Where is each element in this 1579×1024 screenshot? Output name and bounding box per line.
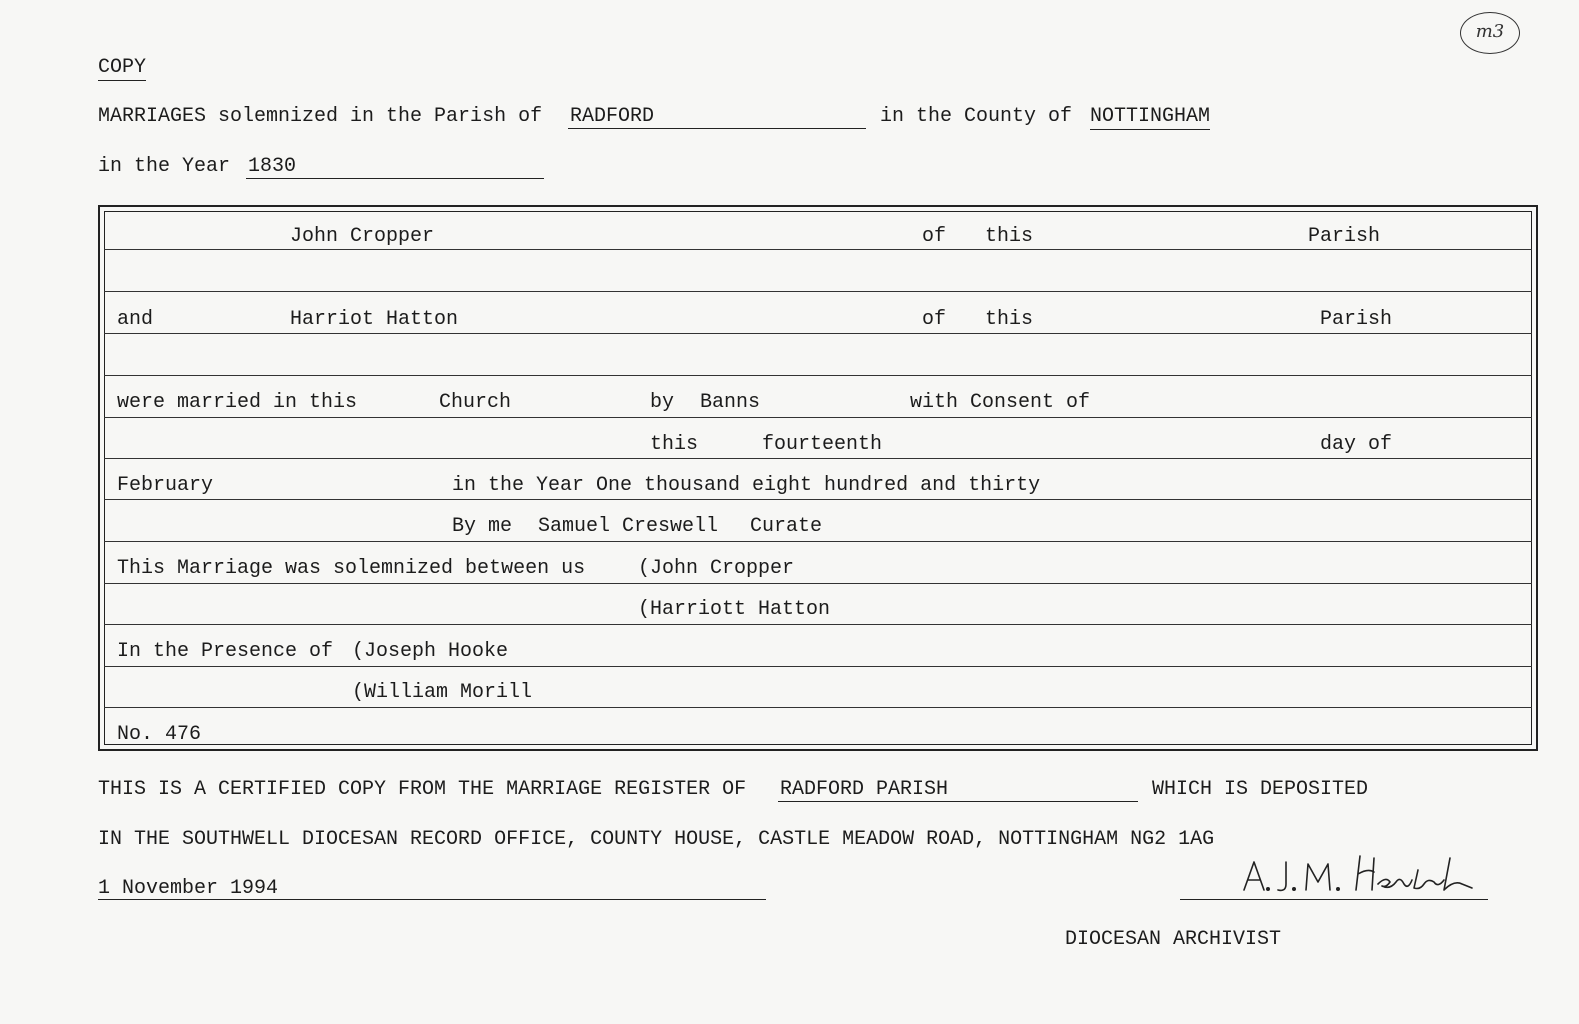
party-groom-signature: (John Cropper [638, 557, 795, 580]
year-in-words: in the Year One thousand eight hundred and thirty [452, 474, 1041, 497]
register-parish-underline [778, 801, 1138, 802]
row-divider [104, 417, 1532, 418]
solemnized-label: This Marriage was solemnized between us [117, 557, 586, 580]
year-value: 1830 [248, 155, 297, 178]
this-label: this [650, 433, 699, 456]
place-value: Church [439, 391, 512, 414]
month-value: February [117, 474, 214, 497]
parish-line-prefix: MARRIAGES solemnized in the Parish of [98, 105, 543, 128]
county-label: in the County of [880, 105, 1073, 128]
register-parish-value: RADFORD PARISH [780, 778, 949, 801]
copy-label: COPY [98, 56, 147, 79]
certificate-line-suffix: WHICH IS DEPOSITED [1152, 778, 1369, 801]
row-divider [104, 666, 1532, 667]
bride-name: Harriot Hatton [290, 308, 459, 331]
and-label: and [117, 308, 154, 331]
row-divider [104, 333, 1532, 334]
row-divider [104, 291, 1532, 292]
married-in-label: were married in this [117, 391, 358, 414]
bride-parish-label: Parish [1320, 308, 1393, 331]
row-divider [104, 249, 1532, 250]
consent-label: with Consent of [910, 391, 1091, 414]
row-divider [104, 375, 1532, 376]
certificate-line-prefix: THIS IS A CERTIFIED COPY FROM THE MARRIAGE REGISTER OF [98, 778, 747, 801]
bride-of-label: of [922, 308, 947, 331]
date-underline [98, 899, 766, 900]
bride-this-label: this [985, 308, 1034, 331]
witness-2: (William Morill [352, 681, 533, 704]
row-divider [104, 583, 1532, 584]
signatory-title: DIOCESAN ARCHIVIST [1065, 928, 1282, 951]
entry-number: No. 476 [117, 723, 202, 746]
parish-value: RADFORD [570, 105, 655, 128]
groom-parish-label: Parish [1308, 225, 1381, 248]
officiant-name: Samuel Creswell [538, 515, 719, 538]
by-me-label: By me [452, 515, 513, 538]
day-value: fourteenth [762, 433, 883, 456]
groom-name: John Cropper [290, 225, 435, 248]
county-value: NOTTINGHAM [1090, 105, 1211, 128]
by-label: by [650, 391, 675, 414]
signature-line [1180, 899, 1488, 900]
archivist-signature [1240, 850, 1480, 900]
corner-note: m3 [1460, 12, 1520, 54]
parish-underline [568, 128, 866, 129]
row-divider [104, 499, 1532, 500]
presence-label: In the Presence of [117, 640, 334, 663]
officiant-title: Curate [750, 515, 823, 538]
party-bride-signature: (Harriott Hatton [638, 598, 831, 621]
method-value: Banns [700, 391, 761, 414]
day-of-label: day of [1320, 433, 1393, 456]
row-divider [104, 458, 1532, 459]
witness-1: (Joseph Hooke [352, 640, 509, 663]
record-office-address: IN THE SOUTHWELL DIOCESAN RECORD OFFICE, COUNTY HOUSE, CASTLE MEADOW ROAD, NOTTINGHAM NG2 1AG [98, 828, 1215, 851]
row-divider [104, 707, 1532, 708]
groom-of-label: of [922, 225, 947, 248]
groom-this-label: this [985, 225, 1034, 248]
year-underline [246, 178, 544, 179]
row-divider [104, 624, 1532, 625]
year-label: in the Year [98, 155, 231, 178]
certificate-date: 1 November 1994 [98, 877, 279, 900]
row-divider [104, 541, 1532, 542]
